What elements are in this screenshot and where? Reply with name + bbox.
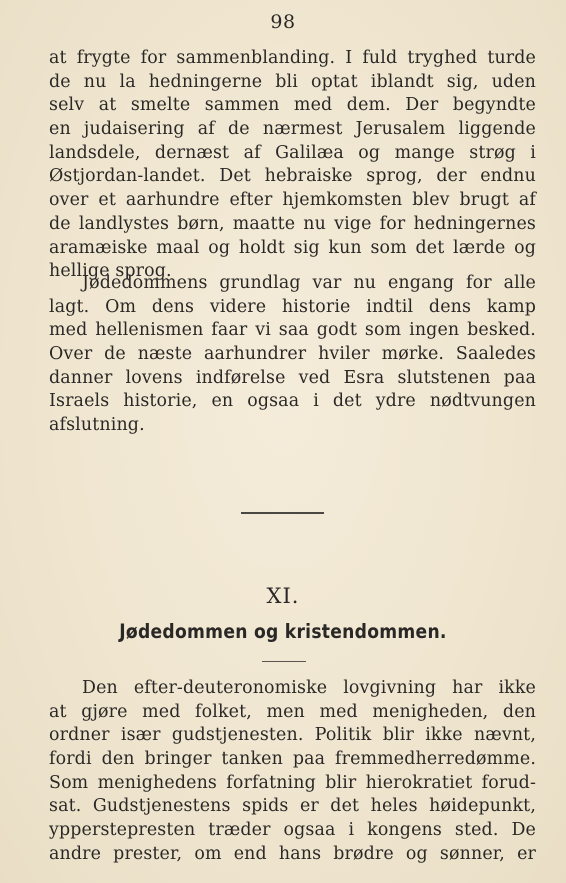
text-line: Jødedommens grundlag var nu engang for alle xyxy=(82,273,536,293)
text-line: Som menighedens forfatning blir hierokratiet forud- xyxy=(49,772,536,793)
text-line: sat. Gudstjenestens spids er det heles høidepunkt, xyxy=(49,796,536,817)
text-line: en judaisering af de nærmest Jerusalem liggende xyxy=(49,119,536,140)
text-line: at frygte for sammenblanding. I fuld tryghed turde xyxy=(49,48,536,68)
text-line: ordner især gudstjenesten. Politik blir ikke nævnt, xyxy=(49,725,536,746)
text-line: fordi den bringer tanken paa fremmedherredømme. xyxy=(49,749,536,770)
text-line: selv at smelte sammen med dem. Der begyndte xyxy=(49,95,536,116)
text-line: afslutning. xyxy=(49,415,145,436)
text-line: over et aarhundre efter hjemkomsten blev brugt af xyxy=(49,190,536,211)
text-line: de landlystes børn, maatte nu vige for hedningernes xyxy=(49,213,536,234)
text-line: Over de næste aarhundrer hviler mørke. Saaledes xyxy=(49,344,536,365)
title-divider xyxy=(262,661,306,662)
chapter-title: Jødedommen og kristendommen. xyxy=(119,620,447,643)
text-line: lagt. Om dens videre historie indtil dens kamp xyxy=(49,296,536,317)
text-line: aramæiske maal og holdt sig kun som det lærde og xyxy=(49,237,536,258)
text-line: andre prester, om end hans brødre og sønner, er xyxy=(49,843,536,864)
text-line: at gjøre med folket, men med menigheden, den xyxy=(49,701,536,722)
paragraph xyxy=(49,272,536,438)
paragraph xyxy=(49,47,536,284)
text-line: Israels historie, en ogsaa i det ydre nødtvungen xyxy=(49,391,536,412)
chapter-number: XI. xyxy=(266,584,300,608)
text-line: landsdele, dernæst af Galilæa og mange strøg i xyxy=(49,142,536,163)
text-line: med hellenismen faar vi saa godt som ingen besked. xyxy=(49,320,536,341)
text-line: hellige sprog. xyxy=(49,261,172,282)
section-divider xyxy=(241,512,324,514)
text-line: Den efter-deuteronomiske lovgivning har ikke xyxy=(82,678,536,698)
text-line: ypperstepresten træder ogsaa i kongens sted. De xyxy=(49,820,536,841)
page-number: 98 xyxy=(270,11,296,33)
text-line: de nu la hedningerne bli optat iblandt sig, uden xyxy=(49,71,536,92)
paragraph xyxy=(49,677,536,867)
text-line: danner lovens indførelse ved Esra slutstenen paa xyxy=(49,367,536,388)
text-line: Østjordan-landet. Det hebraiske sprog, der endnu xyxy=(49,166,536,187)
